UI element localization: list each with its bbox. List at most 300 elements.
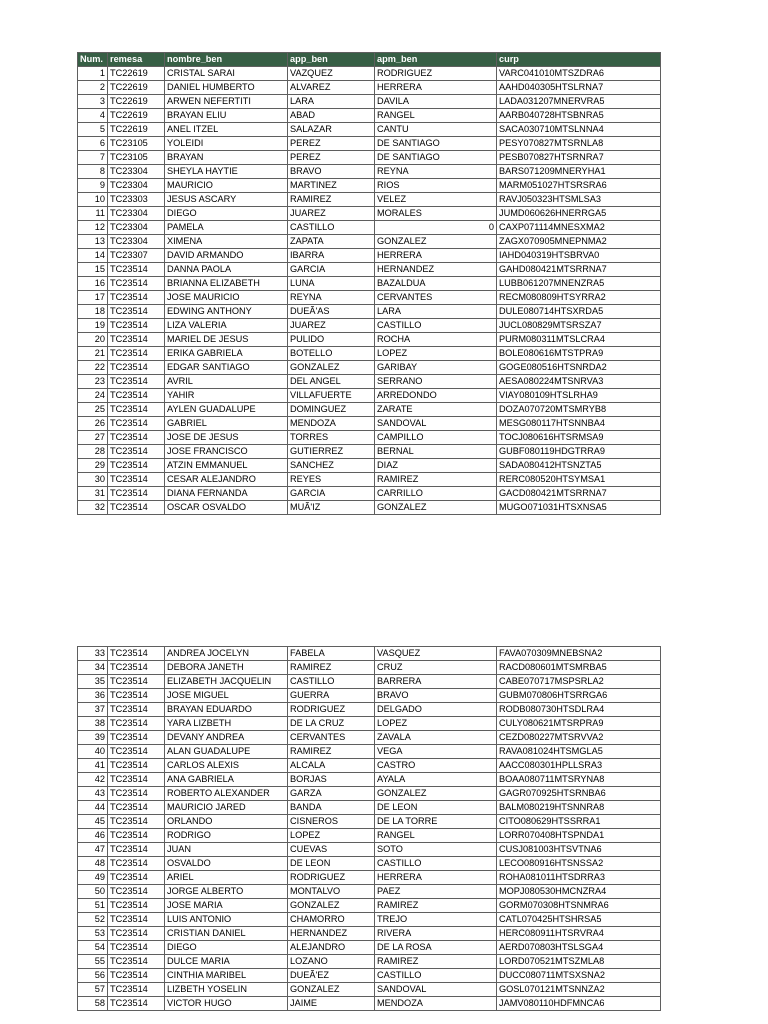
nombre-ben-cell: YARA LIZBETH xyxy=(165,717,288,731)
app-ben-cell: DE LEON xyxy=(288,857,375,871)
num-cell: 28 xyxy=(78,445,108,459)
apm-ben-cell: BERNAL xyxy=(375,445,497,459)
app-ben-cell: BANDA xyxy=(288,801,375,815)
curp-cell: BOLE080616MTSTPRA9 xyxy=(497,347,661,361)
app-ben-cell: GARCIA xyxy=(288,487,375,501)
num-cell: 16 xyxy=(78,277,108,291)
table-row xyxy=(78,899,661,913)
nombre-ben-cell: RODRIGO xyxy=(165,829,288,843)
curp-cell: ZAGX070905MNEPNMA2 xyxy=(497,235,661,249)
table-row xyxy=(78,249,661,263)
table-row xyxy=(78,487,661,501)
app-ben-cell: HERNANDEZ xyxy=(288,927,375,941)
table-row xyxy=(78,473,661,487)
curp-cell: BALM080219HTSNNRA8 xyxy=(497,801,661,815)
curp-cell: CUSJ081003HTSVTNA6 xyxy=(497,843,661,857)
apm-ben-cell: BRAVO xyxy=(375,689,497,703)
curp-cell: RAVA081024HTSMGLA5 xyxy=(497,745,661,759)
remesa-cell: TC23514 xyxy=(108,829,165,843)
app-ben-cell: JUAREZ xyxy=(288,319,375,333)
nombre-ben-cell: DAVID ARMANDO xyxy=(165,249,288,263)
num-cell: 52 xyxy=(78,913,108,927)
app-ben-cell: SANCHEZ xyxy=(288,459,375,473)
app-ben-cell: CERVANTES xyxy=(288,731,375,745)
curp-cell: MUGO071031HTSXNSA5 xyxy=(497,501,661,515)
table-row xyxy=(78,151,661,165)
curp-cell: GOGE080516HTSNRDA2 xyxy=(497,361,661,375)
remesa-cell: TC23514 xyxy=(108,969,165,983)
nombre-ben-cell: DEBORA JANETH xyxy=(165,661,288,675)
nombre-ben-cell: MAURICIO JARED xyxy=(165,801,288,815)
remesa-cell: TC23514 xyxy=(108,501,165,515)
remesa-cell: TC23514 xyxy=(108,759,165,773)
apm-ben-cell: SANDOVAL xyxy=(375,417,497,431)
app-ben-cell: LUNA xyxy=(288,277,375,291)
num-cell: 43 xyxy=(78,787,108,801)
nombre-ben-cell: ALAN GUADALUPE xyxy=(165,745,288,759)
table-row xyxy=(78,109,661,123)
app-ben-cell: SALAZAR xyxy=(288,123,375,137)
nombre-ben-cell: ROBERTO ALEXANDER xyxy=(165,787,288,801)
apm-ben-cell: RAMIREZ xyxy=(375,899,497,913)
table-row xyxy=(78,221,661,235)
nombre-ben-cell: XIMENA xyxy=(165,235,288,249)
num-cell: 32 xyxy=(78,501,108,515)
app-ben-cell: IBARRA xyxy=(288,249,375,263)
curp-cell: VIAY080109HTSLRHA9 xyxy=(497,389,661,403)
num-cell: 58 xyxy=(78,997,108,1011)
table-row xyxy=(78,801,661,815)
remesa-cell: TC23514 xyxy=(108,263,165,277)
table-row xyxy=(78,333,661,347)
apm-ben-cell: RODRIGUEZ xyxy=(375,67,497,81)
num-cell: 7 xyxy=(78,151,108,165)
apm-ben-cell: SANDOVAL xyxy=(375,983,497,997)
apm-ben-cell: VELEZ xyxy=(375,193,497,207)
app-ben-cell: CASTILLO xyxy=(288,675,375,689)
remesa-cell: TC23514 xyxy=(108,347,165,361)
remesa-cell: TC23514 xyxy=(108,913,165,927)
app-ben-cell: DUEÃ'EZ xyxy=(288,969,375,983)
remesa-cell: TC23514 xyxy=(108,983,165,997)
curp-cell: AAHD040305HTSLRNA7 xyxy=(497,81,661,95)
apm-ben-cell: LOPEZ xyxy=(375,347,497,361)
table-row xyxy=(78,81,661,95)
remesa-cell: TC23514 xyxy=(108,389,165,403)
curp-cell: AERD070803HTSLSGA4 xyxy=(497,941,661,955)
num-cell: 48 xyxy=(78,857,108,871)
apm-ben-cell: DE SANTIAGO xyxy=(375,137,497,151)
nombre-ben-cell: VICTOR HUGO xyxy=(165,997,288,1011)
num-cell: 49 xyxy=(78,871,108,885)
num-cell: 1 xyxy=(78,67,108,81)
header-num: Num. xyxy=(78,53,108,67)
remesa-cell: TC23514 xyxy=(108,305,165,319)
app-ben-cell: GONZALEZ xyxy=(288,361,375,375)
apm-ben-cell: MENDOZA xyxy=(375,997,497,1011)
table-2-body xyxy=(78,647,661,1011)
curp-cell: GAGR070925HTSRNBA6 xyxy=(497,787,661,801)
apm-ben-cell: GONZALEZ xyxy=(375,235,497,249)
table-row xyxy=(78,675,661,689)
remesa-cell: TC23514 xyxy=(108,885,165,899)
app-ben-cell: LARA xyxy=(288,95,375,109)
nombre-ben-cell: YAHIR xyxy=(165,389,288,403)
table-row xyxy=(78,647,661,661)
nombre-ben-cell: JOSE MIGUEL xyxy=(165,689,288,703)
num-cell: 27 xyxy=(78,431,108,445)
table-row xyxy=(78,829,661,843)
curp-cell: RAVJ050323HTSMLSA3 xyxy=(497,193,661,207)
apm-ben-cell: BARRERA xyxy=(375,675,497,689)
header-app-ben: app_ben xyxy=(288,53,375,67)
app-ben-cell: RODRIGUEZ xyxy=(288,703,375,717)
app-ben-cell: DUEÃ'AS xyxy=(288,305,375,319)
curp-cell: LADA031207MNERVRA5 xyxy=(497,95,661,109)
num-cell: 33 xyxy=(78,647,108,661)
nombre-ben-cell: ANA GABRIELA xyxy=(165,773,288,787)
nombre-ben-cell: CESAR ALEJANDRO xyxy=(165,473,288,487)
curp-cell: FAVA070309MNEBSNA2 xyxy=(497,647,661,661)
num-cell: 3 xyxy=(78,95,108,109)
nombre-ben-cell: YOLEIDI xyxy=(165,137,288,151)
table-row xyxy=(78,661,661,675)
apm-ben-cell: 0 xyxy=(375,221,497,235)
num-cell: 25 xyxy=(78,403,108,417)
remesa-cell: TC22619 xyxy=(108,123,165,137)
table-row xyxy=(78,689,661,703)
apm-ben-cell: VASQUEZ xyxy=(375,647,497,661)
app-ben-cell: PEREZ xyxy=(288,137,375,151)
num-cell: 35 xyxy=(78,675,108,689)
curp-cell: ROHA081011HTSDRRA3 xyxy=(497,871,661,885)
nombre-ben-cell: PAMELA xyxy=(165,221,288,235)
apm-ben-cell: DE LA TORRE xyxy=(375,815,497,829)
nombre-ben-cell: DIANA FERNANDA xyxy=(165,487,288,501)
app-ben-cell: GONZALEZ xyxy=(288,983,375,997)
remesa-cell: TC23514 xyxy=(108,843,165,857)
remesa-cell: TC23514 xyxy=(108,333,165,347)
num-cell: 5 xyxy=(78,123,108,137)
remesa-cell: TC23514 xyxy=(108,731,165,745)
nombre-ben-cell: BRAYAN xyxy=(165,151,288,165)
remesa-cell: TC23304 xyxy=(108,179,165,193)
header-remesa: remesa xyxy=(108,53,165,67)
num-cell: 22 xyxy=(78,361,108,375)
apm-ben-cell: CANTU xyxy=(375,123,497,137)
curp-cell: RERC080520HTSYMSA1 xyxy=(497,473,661,487)
nombre-ben-cell: DIEGO xyxy=(165,941,288,955)
app-ben-cell: ZAPATA xyxy=(288,235,375,249)
curp-cell: GORM070308HTSNMRA6 xyxy=(497,899,661,913)
nombre-ben-cell: ERIKA GABRIELA xyxy=(165,347,288,361)
apm-ben-cell: SOTO xyxy=(375,843,497,857)
remesa-cell: TC23514 xyxy=(108,459,165,473)
table-row xyxy=(78,857,661,871)
nombre-ben-cell: DULCE MARIA xyxy=(165,955,288,969)
remesa-cell: TC23304 xyxy=(108,235,165,249)
nombre-ben-cell: BRAYAN EDUARDO xyxy=(165,703,288,717)
nombre-ben-cell: EDWING ANTHONY xyxy=(165,305,288,319)
num-cell: 17 xyxy=(78,291,108,305)
app-ben-cell: GONZALEZ xyxy=(288,899,375,913)
num-cell: 9 xyxy=(78,179,108,193)
nombre-ben-cell: CRISTIAN DANIEL xyxy=(165,927,288,941)
nombre-ben-cell: EDGAR SANTIAGO xyxy=(165,361,288,375)
table-row xyxy=(78,759,661,773)
app-ben-cell: PEREZ xyxy=(288,151,375,165)
curp-cell: CITO080629HTSSRRA1 xyxy=(497,815,661,829)
nombre-ben-cell: AYLEN GUADALUPE xyxy=(165,403,288,417)
table-row xyxy=(78,235,661,249)
nombre-ben-cell: ELIZABETH JACQUELIN xyxy=(165,675,288,689)
app-ben-cell: GARCIA xyxy=(288,263,375,277)
table-row xyxy=(78,305,661,319)
table-row xyxy=(78,717,661,731)
nombre-ben-cell: DEVANY ANDREA xyxy=(165,731,288,745)
table-row xyxy=(78,927,661,941)
nombre-ben-cell: BRAYAN ELIU xyxy=(165,109,288,123)
curp-cell: CULY080621MTSRPRA9 xyxy=(497,717,661,731)
table-row xyxy=(78,277,661,291)
nombre-ben-cell: JORGE ALBERTO xyxy=(165,885,288,899)
curp-cell: RECM080809HTSYRRA2 xyxy=(497,291,661,305)
app-ben-cell: ALEJANDRO xyxy=(288,941,375,955)
remesa-cell: TC23514 xyxy=(108,899,165,913)
curp-cell: GUBF080119HDGTRRA9 xyxy=(497,445,661,459)
table-1-body xyxy=(78,67,661,515)
curp-cell: GUBM070806HTSRRGA6 xyxy=(497,689,661,703)
nombre-ben-cell: MARIEL DE JESUS xyxy=(165,333,288,347)
app-ben-cell: MARTINEZ xyxy=(288,179,375,193)
remesa-cell: TC23514 xyxy=(108,927,165,941)
apm-ben-cell: DAVILA xyxy=(375,95,497,109)
remesa-cell: TC23514 xyxy=(108,801,165,815)
num-cell: 10 xyxy=(78,193,108,207)
app-ben-cell: MONTALVO xyxy=(288,885,375,899)
apm-ben-cell: CASTILLO xyxy=(375,969,497,983)
table-row xyxy=(78,361,661,375)
nombre-ben-cell: ARWEN NEFERTITI xyxy=(165,95,288,109)
apm-ben-cell: AYALA xyxy=(375,773,497,787)
table-row xyxy=(78,969,661,983)
curp-cell: AACC080301HPLLSRA3 xyxy=(497,759,661,773)
num-cell: 44 xyxy=(78,801,108,815)
remesa-cell: TC23514 xyxy=(108,773,165,787)
nombre-ben-cell: GABRIEL xyxy=(165,417,288,431)
curp-cell: LORR070408HTSPNDA1 xyxy=(497,829,661,843)
apm-ben-cell: RAMIREZ xyxy=(375,955,497,969)
header-curp: curp xyxy=(497,53,661,67)
app-ben-cell: DE LA CRUZ xyxy=(288,717,375,731)
curp-cell: GACD080421MTSRRNA7 xyxy=(497,487,661,501)
curp-cell: LECO080916HTSNSSA2 xyxy=(497,857,661,871)
curp-cell: IAHD040319HTSBRVA0 xyxy=(497,249,661,263)
remesa-cell: TC23514 xyxy=(108,675,165,689)
remesa-cell: TC23514 xyxy=(108,745,165,759)
num-cell: 26 xyxy=(78,417,108,431)
num-cell: 46 xyxy=(78,829,108,843)
num-cell: 23 xyxy=(78,375,108,389)
num-cell: 15 xyxy=(78,263,108,277)
apm-ben-cell: VEGA xyxy=(375,745,497,759)
table-row xyxy=(78,983,661,997)
table-row xyxy=(78,997,661,1011)
table-row xyxy=(78,501,661,515)
num-cell: 40 xyxy=(78,745,108,759)
table-row xyxy=(78,389,661,403)
curp-cell: DOZA070720MTSMRYB8 xyxy=(497,403,661,417)
num-cell: 57 xyxy=(78,983,108,997)
curp-cell: GAHD080421MTSRRNA7 xyxy=(497,263,661,277)
nombre-ben-cell: JOSE MARIA xyxy=(165,899,288,913)
app-ben-cell: GARZA xyxy=(288,787,375,801)
apm-ben-cell: BAZALDUA xyxy=(375,277,497,291)
remesa-cell: TC23514 xyxy=(108,689,165,703)
num-cell: 20 xyxy=(78,333,108,347)
app-ben-cell: PULIDO xyxy=(288,333,375,347)
nombre-ben-cell: LIZBETH YOSELIN xyxy=(165,983,288,997)
app-ben-cell: MENDOZA xyxy=(288,417,375,431)
remesa-cell: TC23514 xyxy=(108,787,165,801)
num-cell: 41 xyxy=(78,759,108,773)
num-cell: 50 xyxy=(78,885,108,899)
remesa-cell: TC23514 xyxy=(108,291,165,305)
curp-cell: CATL070425HTSHRSA5 xyxy=(497,913,661,927)
nombre-ben-cell: DANIEL HUMBERTO xyxy=(165,81,288,95)
table-row xyxy=(78,745,661,759)
nombre-ben-cell: ANDREA JOCELYN xyxy=(165,647,288,661)
table-row xyxy=(78,347,661,361)
apm-ben-cell: RIOS xyxy=(375,179,497,193)
app-ben-cell: VAZQUEZ xyxy=(288,67,375,81)
apm-ben-cell: GONZALEZ xyxy=(375,787,497,801)
num-cell: 21 xyxy=(78,347,108,361)
nombre-ben-cell: ATZIN EMMANUEL xyxy=(165,459,288,473)
remesa-cell: TC23514 xyxy=(108,857,165,871)
apm-ben-cell: GARIBAY xyxy=(375,361,497,375)
curp-cell: PESB070827HTSRNRA7 xyxy=(497,151,661,165)
app-ben-cell: RODRIGUEZ xyxy=(288,871,375,885)
curp-cell: CAXP071114MNESXMA2 xyxy=(497,221,661,235)
num-cell: 53 xyxy=(78,927,108,941)
header-row xyxy=(78,53,661,67)
table-row xyxy=(78,913,661,927)
remesa-cell: TC23307 xyxy=(108,249,165,263)
remesa-cell: TC22619 xyxy=(108,95,165,109)
nombre-ben-cell: JOSE MAURICIO xyxy=(165,291,288,305)
num-cell: 8 xyxy=(78,165,108,179)
apm-ben-cell: SERRANO xyxy=(375,375,497,389)
apm-ben-cell: ROCHA xyxy=(375,333,497,347)
remesa-cell: TC23105 xyxy=(108,137,165,151)
app-ben-cell: JAIME xyxy=(288,997,375,1011)
table-row xyxy=(78,417,661,431)
remesa-cell: TC23514 xyxy=(108,487,165,501)
app-ben-cell: REYNA xyxy=(288,291,375,305)
app-ben-cell: ALCALA xyxy=(288,759,375,773)
app-ben-cell: DEL ANGEL xyxy=(288,375,375,389)
apm-ben-cell: DE SANTIAGO xyxy=(375,151,497,165)
num-cell: 14 xyxy=(78,249,108,263)
curp-cell: SADA080412HTSNZTA5 xyxy=(497,459,661,473)
nombre-ben-cell: BRIANNA ELIZABETH xyxy=(165,277,288,291)
table-row xyxy=(78,319,661,333)
remesa-cell: TC23514 xyxy=(108,431,165,445)
nombre-ben-cell: LUIS ANTONIO xyxy=(165,913,288,927)
table-row xyxy=(78,375,661,389)
apm-ben-cell: CAMPILLO xyxy=(375,431,497,445)
num-cell: 12 xyxy=(78,221,108,235)
curp-cell: BARS071209MNERYHA1 xyxy=(497,165,661,179)
curp-cell: RODB080730HTSDLRA4 xyxy=(497,703,661,717)
remesa-cell: TC23514 xyxy=(108,997,165,1011)
num-cell: 18 xyxy=(78,305,108,319)
apm-ben-cell: HERRERA xyxy=(375,871,497,885)
remesa-cell: TC23105 xyxy=(108,151,165,165)
apm-ben-cell: DE LEON xyxy=(375,801,497,815)
remesa-cell: TC22619 xyxy=(108,109,165,123)
curp-cell: LUBB061207MNENZRA5 xyxy=(497,277,661,291)
nombre-ben-cell: JOSE DE JESUS xyxy=(165,431,288,445)
num-cell: 47 xyxy=(78,843,108,857)
table-row xyxy=(78,815,661,829)
table-row xyxy=(78,773,661,787)
curp-cell: LORD070521MTSZMLA8 xyxy=(497,955,661,969)
app-ben-cell: RAMIREZ xyxy=(288,193,375,207)
num-cell: 24 xyxy=(78,389,108,403)
table-row xyxy=(78,703,661,717)
app-ben-cell: RAMIREZ xyxy=(288,661,375,675)
apm-ben-cell: LOPEZ xyxy=(375,717,497,731)
remesa-cell: TC22619 xyxy=(108,81,165,95)
nombre-ben-cell: CRISTAL SARAI xyxy=(165,67,288,81)
nombre-ben-cell: LIZA VALERIA xyxy=(165,319,288,333)
nombre-ben-cell: JOSE FRANCISCO xyxy=(165,445,288,459)
nombre-ben-cell: AVRIL xyxy=(165,375,288,389)
table-row xyxy=(78,179,661,193)
remesa-cell: TC23514 xyxy=(108,717,165,731)
remesa-cell: TC23514 xyxy=(108,403,165,417)
apm-ben-cell: LARA xyxy=(375,305,497,319)
num-cell: 37 xyxy=(78,703,108,717)
apm-ben-cell: PAEZ xyxy=(375,885,497,899)
app-ben-cell: REYES xyxy=(288,473,375,487)
curp-cell: JUMD060626HNERRGA5 xyxy=(497,207,661,221)
remesa-cell: TC23514 xyxy=(108,871,165,885)
app-ben-cell: ABAD xyxy=(288,109,375,123)
table-row xyxy=(78,263,661,277)
num-cell: 34 xyxy=(78,661,108,675)
apm-ben-cell: CASTRO xyxy=(375,759,497,773)
apm-ben-cell: GONZALEZ xyxy=(375,501,497,515)
app-ben-cell: CHAMORRO xyxy=(288,913,375,927)
curp-cell: DUCC080711MTSXSNA2 xyxy=(497,969,661,983)
num-cell: 30 xyxy=(78,473,108,487)
table-row xyxy=(78,431,661,445)
apm-ben-cell: ZAVALA xyxy=(375,731,497,745)
num-cell: 6 xyxy=(78,137,108,151)
curp-cell: HERC080911HTSRVRA4 xyxy=(497,927,661,941)
curp-cell: JUCL080829MTSRSZA7 xyxy=(497,319,661,333)
apm-ben-cell: TREJO xyxy=(375,913,497,927)
app-ben-cell: GUTIERREZ xyxy=(288,445,375,459)
num-cell: 55 xyxy=(78,955,108,969)
remesa-cell: TC23514 xyxy=(108,375,165,389)
table-row xyxy=(78,67,661,81)
app-ben-cell: RAMIREZ xyxy=(288,745,375,759)
num-cell: 56 xyxy=(78,969,108,983)
